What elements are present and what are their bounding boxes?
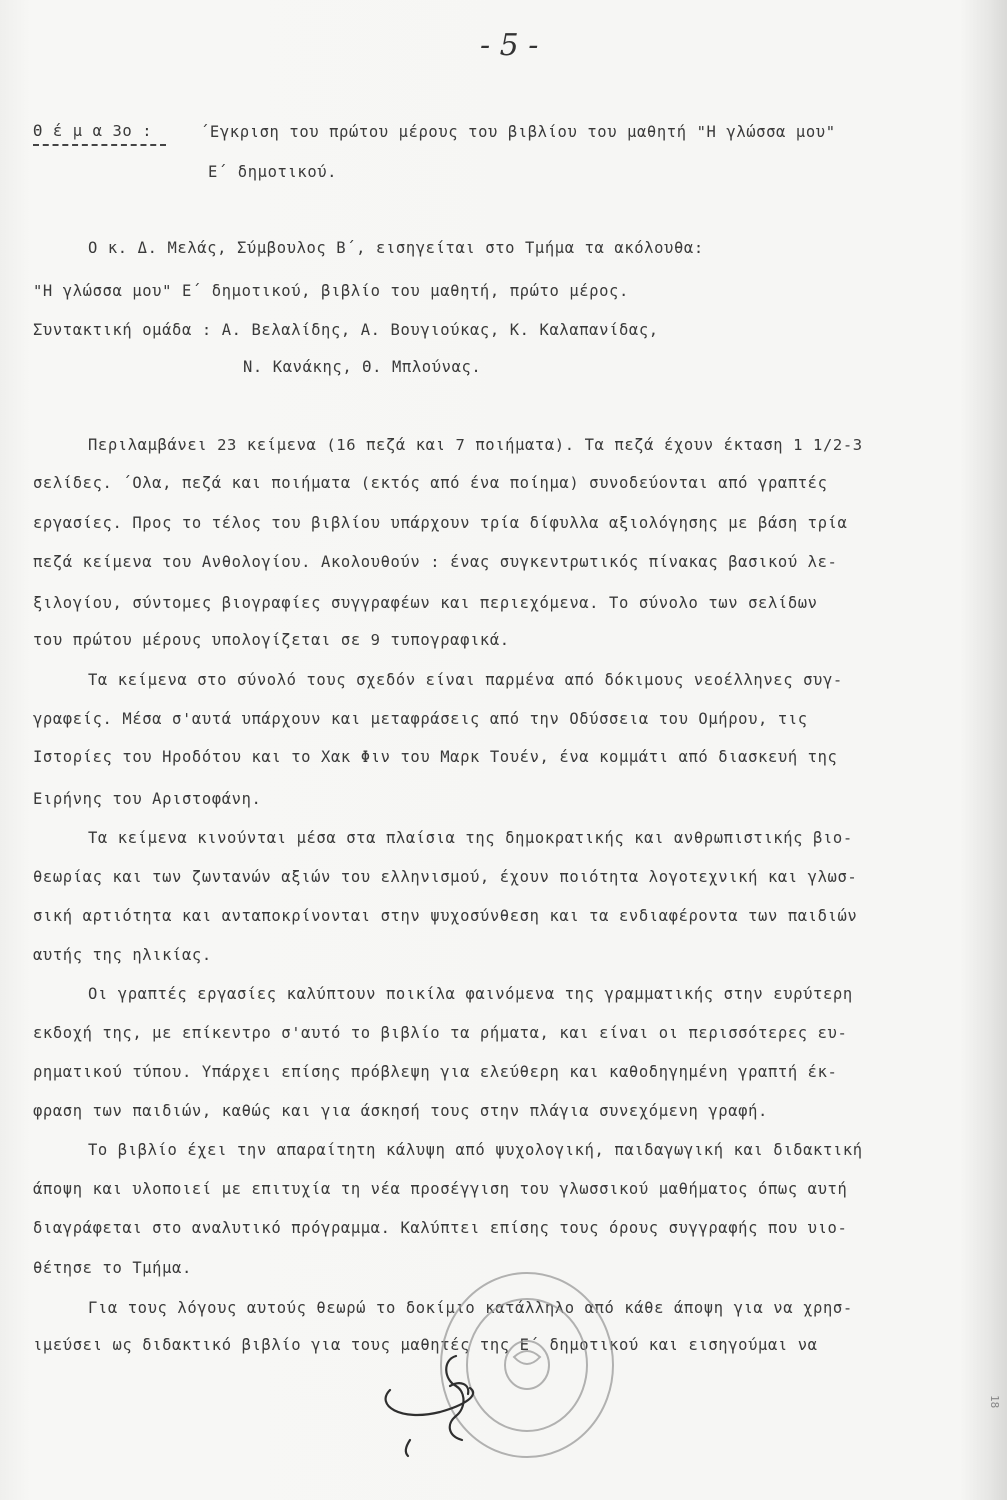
heading-label: Θ έ μ α 3ο : [33, 122, 153, 140]
body-line: Για τους λόγους αυτούς θεωρώ το δοκίμιο κατάλληλο από κάθε άποψη για να χρησ- [88, 1299, 853, 1317]
heading-title-line-2: Ε΄ δημοτικού. [208, 163, 338, 181]
body-line: φραση των παιδιών, καθώς και για άσκησή τους στην πλάγια συνεχόμενη γραφή. [33, 1102, 768, 1120]
intro-line: Ν. Κανάκης, Θ. Μπλούνας. [243, 358, 482, 376]
body-line: άποψη και υλοποιεί με επιτυχία τη νέα προσέγγιση του γλωσσικού μαθήματος όπως αυτή [33, 1180, 848, 1198]
body-line: του πρώτου μέρους υπολογίζεται σε 9 τυπογραφικά. [33, 631, 510, 649]
body-line: σική αρτιότητα και ανταποκρίνονται στην ψυχοσύνθεση και τα ενδιαφέροντα των παιδιών [33, 907, 858, 925]
intro-line: Συντακτική ομάδα : Α. Βελαλίδης, Α. Βουγιούκας, Κ. Καλαπανίδας, [33, 321, 659, 339]
body-line: ρηματικού τύπου. Υπάρχει επίσης πρόβλεψη για ελεύθερη και καθοδηγημένη γραπτή έκ- [33, 1063, 838, 1081]
body-line: πεζά κείμενα του Ανθολογίου. Ακολουθούν : ένας συγκεντρωτικός πίνακας βασικού λε- [33, 553, 838, 571]
body-line: θέτησε το Τμήμα. [33, 1259, 192, 1277]
body-line: εργασίες. Προς το τέλος του βιβλίου υπάρχουν τρία δίφυλλα αξιολόγησης με βάση τρία [33, 514, 848, 532]
body-line: σελίδες. ΄Ολα, πεζά και ποιήματα (εκτός από ένα ποίημα) συνοδεύονται από γραπτές [33, 474, 828, 492]
body-line: Οι γραπτές εργασίες καλύπτουν ποικίλα φαινόμενα της γραμματικής στην ευρύτερη [88, 985, 853, 1003]
body-line: γραφείς. Μέσα σ'αυτά υπάρχουν και μεταφράσεις από την Οδύσσεια του Ομήρου, τις [33, 710, 808, 728]
body-line: εκδοχή της, με επίκεντρο σ'αυτό το βιβλίο τα ρήματα, και είναι οι περισσότερες ευ- [33, 1024, 848, 1042]
body-line: Ιστορίες του Ηροδότου και το Χακ Φιν του Μαρκ Τουέν, ένα κομμάτι από διασκευή της [33, 748, 838, 766]
body-line: ξιλογίου, σύντομες βιογραφίες συγγραφέων και περιεχόμενα. Το σύνολο των σελίδων [33, 594, 818, 612]
body-line: Περιλαμβάνει 23 κείμενα (16 πεζά και 7 ποιήματα). Τα πεζά έχουν έκταση 1 1/2-3 [88, 436, 863, 454]
body-line: Το βιβλίο έχει την απαραίτητη κάλυψη από ψυχολογική, παιδαγωγική και διδακτική [88, 1141, 863, 1159]
body-line: αυτής της ηλικίας. [33, 946, 212, 964]
handwritten-signature [370, 1350, 490, 1460]
body-line: θεωρίας και των ζωντανών αξιών του ελληνισμού, έχουν ποιότητα λογοτεχνική και γλωσ- [33, 868, 858, 886]
body-line: ιμεύσει ως διδακτικό βιβλίο για τους μαθητές της Ε΄ δημοτικού και εισηγούμαι να [33, 1336, 818, 1354]
body-line: διαγράφεται στο αναλυτικό πρόγραμμα. Καλύπτει επίσης τους όρους συγγραφής που υιο- [33, 1219, 848, 1237]
intro-line: "Η γλώσσα μου" Ε΄ δημοτικού, βιβλίο του μαθητή, πρώτο μέρος. [33, 282, 629, 300]
body-line: Τα κείμενα στο σύνολό τους σχεδόν είναι παρμένα από δόκιμους νεοέλληνες συγ- [88, 671, 843, 689]
body-line: Τα κείμενα κινούνται μέσα στα πλαίσια της δημοκρατικής και ανθρωπιστικής βιο- [88, 829, 853, 847]
body-line: Ειρήνης του Αριστοφάνη. [33, 790, 262, 808]
heading-underline [33, 144, 166, 146]
intro-line: Ο κ. Δ. Μελάς, Σύμβουλος Β΄, εισηγείται στο Τμήμα τα ακόλουθα: [88, 239, 704, 257]
page-number: - 5 - [480, 28, 539, 63]
heading-title-line-1: ΄Εγκριση του πρώτου μέρους του βιβλίου του μαθητή "Η γλώσσα μου" [200, 123, 836, 141]
edge-mark: 18 [988, 1395, 1001, 1409]
